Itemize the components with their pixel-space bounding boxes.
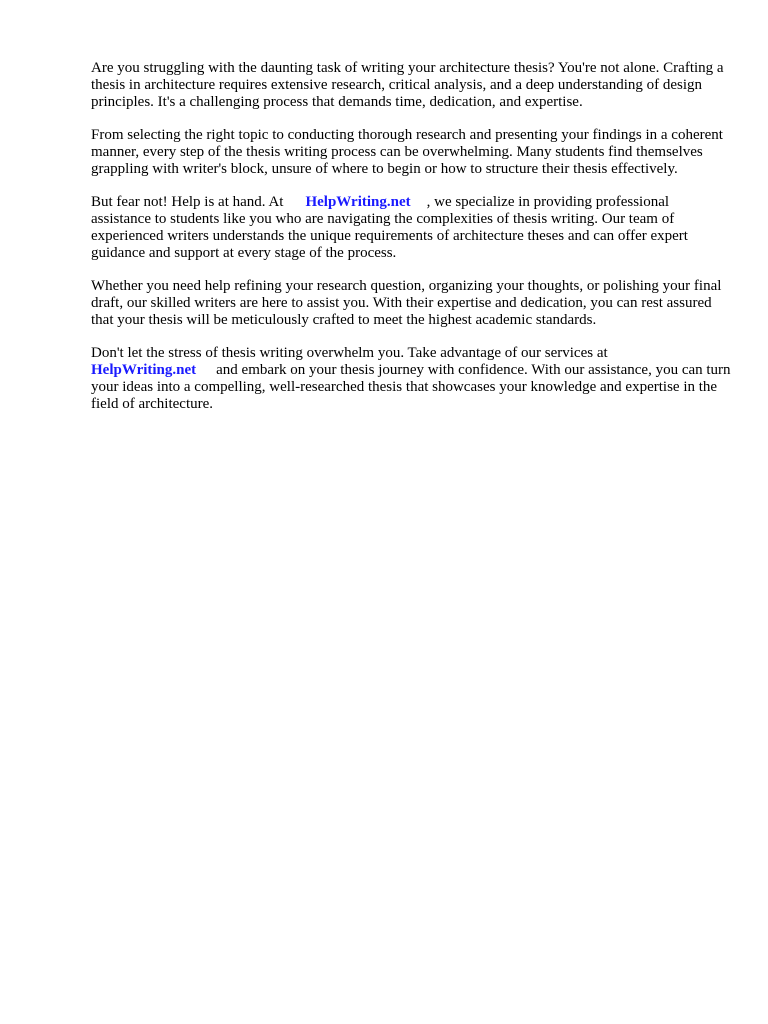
paragraph-help-after: , we specialize in providing professional assistance to students like you who are navigating the complexities of thesis writing. Our team of experienced writers understands the unique requirements of architecture theses and can offer expert guidance and support at every stage of the process. [91,194,688,261]
paragraph-intro-text: Are you struggling with the daunting task of writing your architecture thesis? You're not alone. Crafting a thesis in architecture requires extensive research, critical analysis, and a deep understanding of design principles. It's a challenging process that demands time, dedication, and expertise. [91,60,724,110]
paragraph-writers-text: Whether you need help refining your research question, organizing your thoughts, or polishing your final draft, our skilled writers are here to assist you. With their expertise and dedication, you can rest assured that your thesis will be meticulously crafted to meet the highest academic standards. [91,278,722,328]
document-body [91,60,731,429]
paragraph-writers [91,278,731,329]
helpwriting-link-cta[interactable]: HelpWriting.net [91,362,197,378]
paragraph-process-text: From selecting the right topic to conducting thorough research and presenting your findings in a coherent manner, every step of the thesis writing process can be overwhelming. Many students find themselves grappling with writer's block, unsure of where to begin or how to structure their thesis effectively. [91,127,723,177]
paragraph-help [91,194,731,262]
helpwriting-link[interactable]: HelpWriting.net [305,194,411,210]
paragraph-process [91,127,731,178]
paragraph-cta-before: Don't let the stress of thesis writing overwhelm you. Take advantage of our services at [91,345,608,361]
paragraph-cta-after: and embark on your thesis journey with confidence. With our assistance, you can turn your ideas into a compelling, well-researched thesis that showcases your knowledge and expertise in the field of architecture. [91,362,731,412]
paragraph-cta [91,345,731,413]
paragraph-intro [91,60,731,111]
paragraph-help-before: But fear not! Help is at hand. At [91,194,284,210]
